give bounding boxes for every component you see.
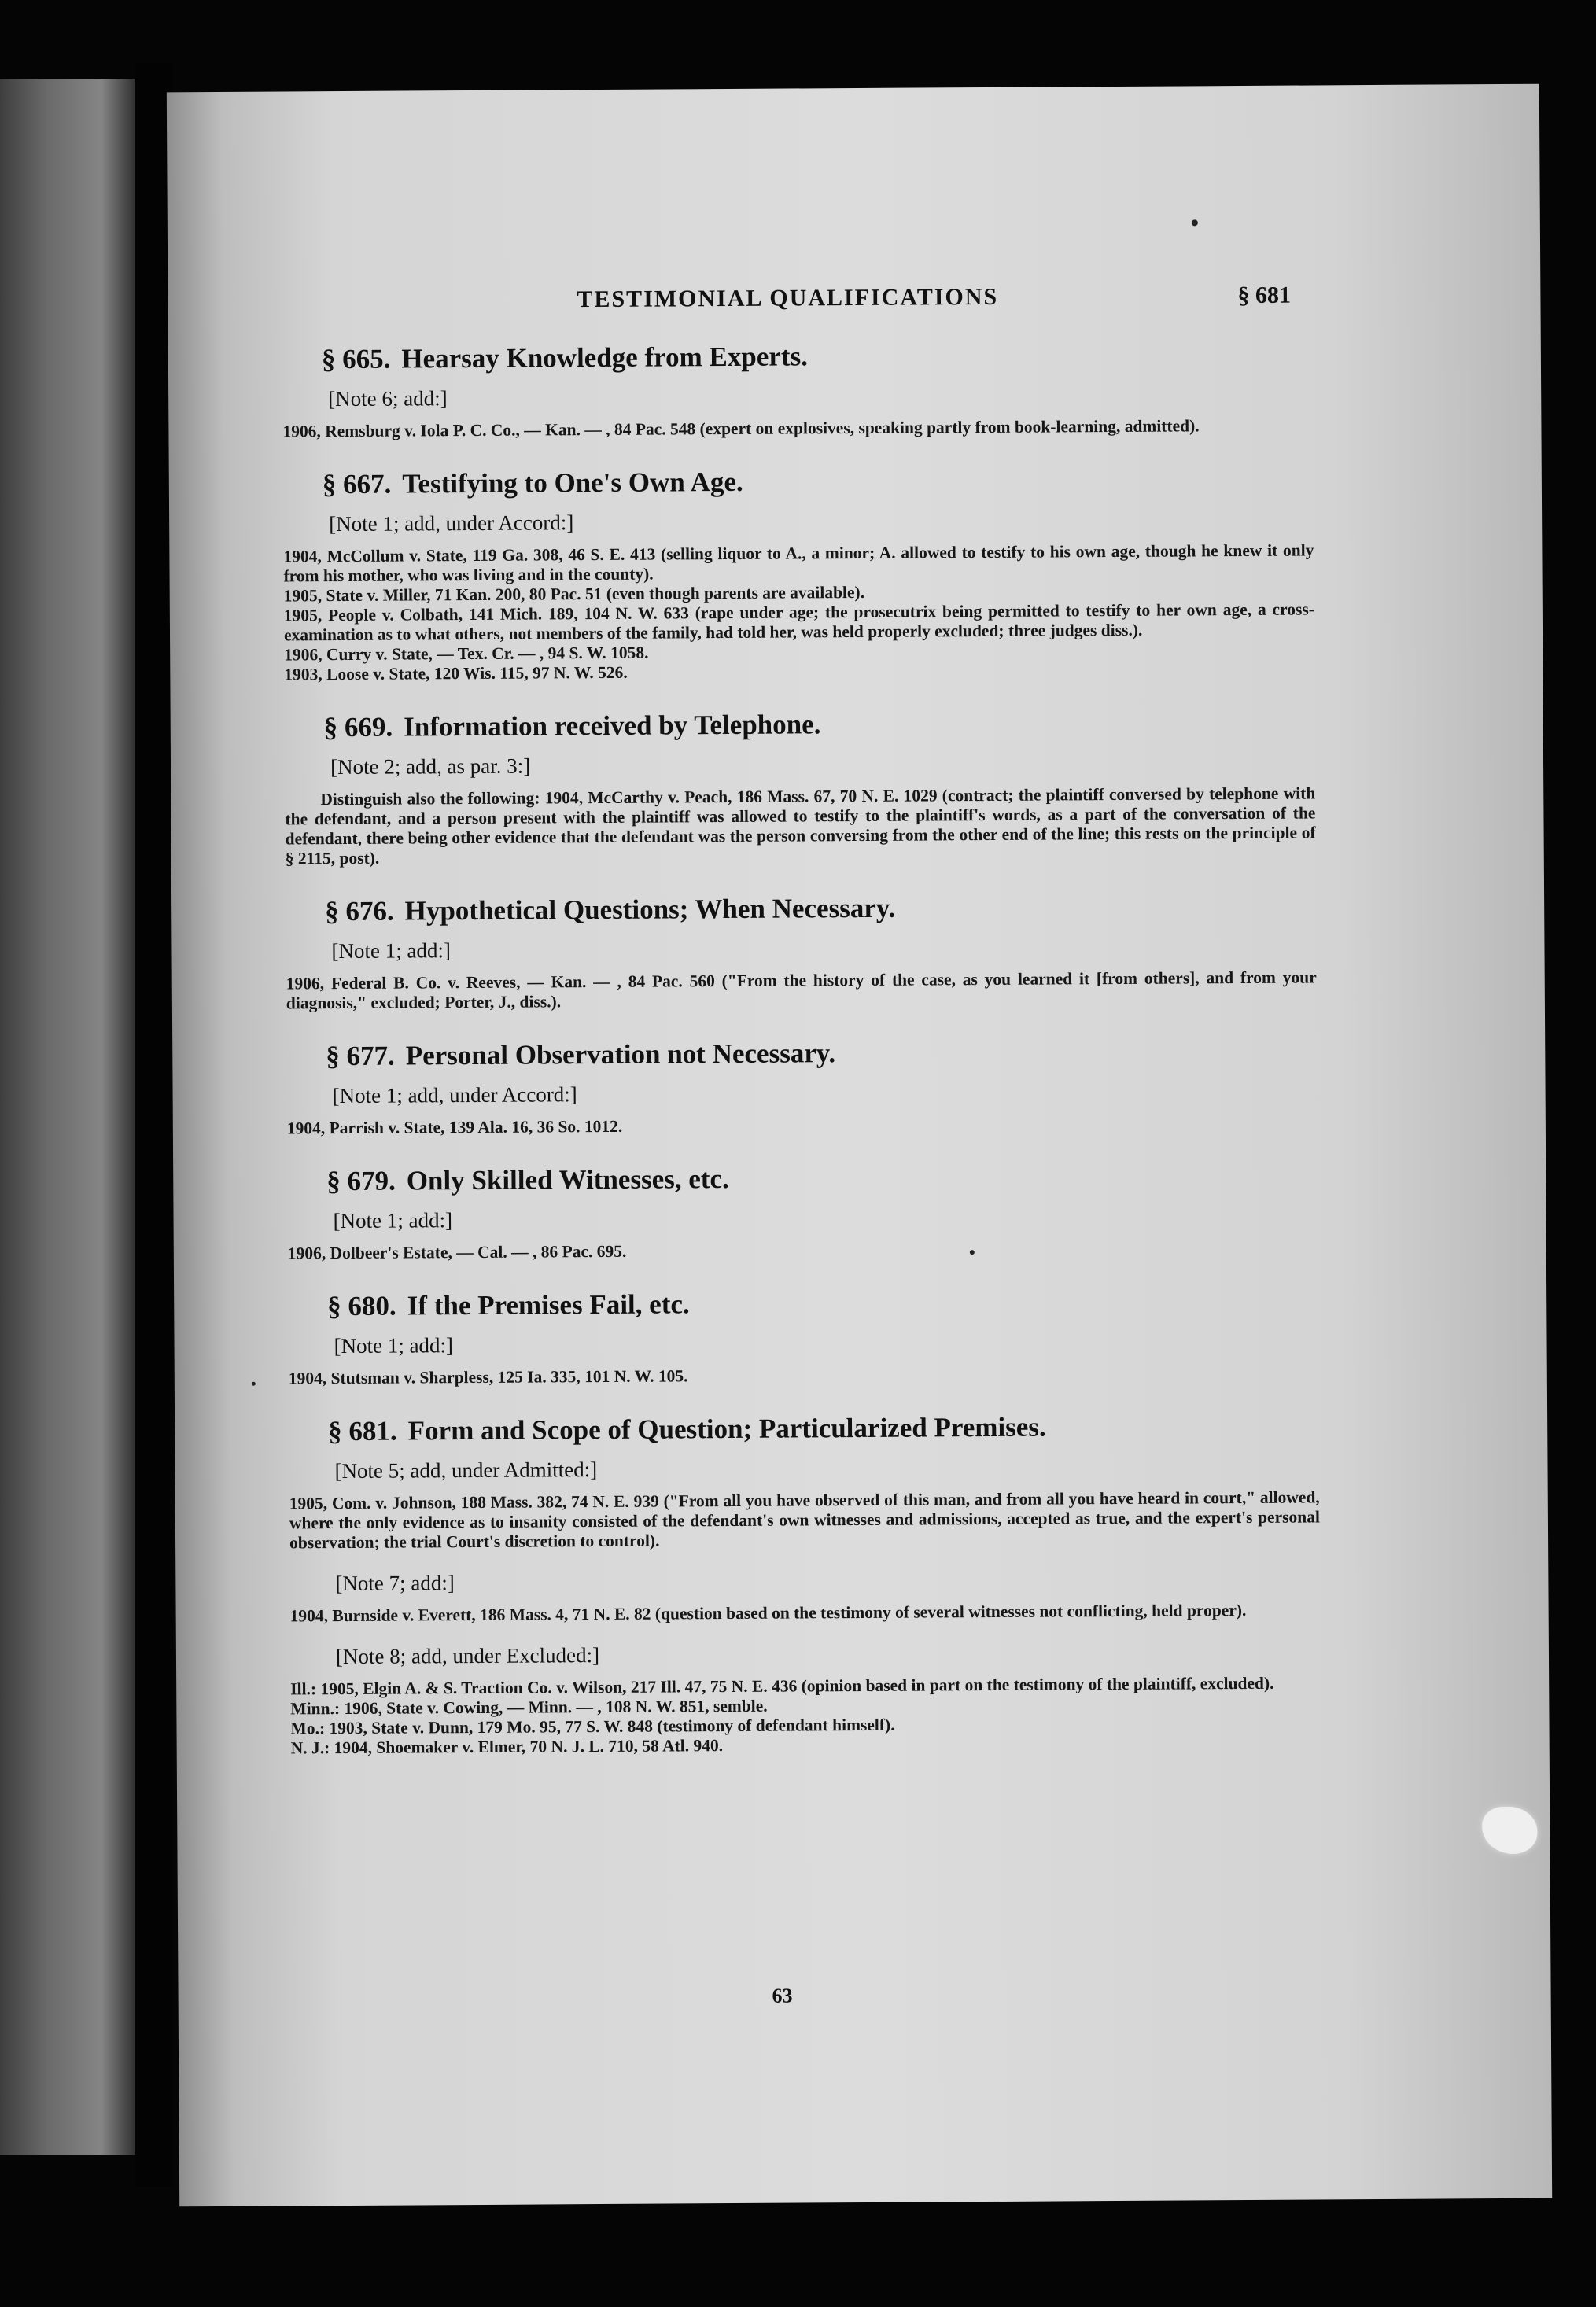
section-heading — [287, 1159, 1318, 1198]
note-label: [Note 1; add, under Accord:] — [332, 1082, 577, 1108]
section — [283, 462, 1315, 684]
section-title: If the Premises Fail, etc. — [407, 1288, 690, 1321]
section — [288, 1284, 1319, 1388]
section-marker: § 681 — [1237, 282, 1292, 309]
ink-speck — [970, 1250, 975, 1255]
section-title: Form and Scope of Question; Particularized Premises. — [407, 1411, 1046, 1446]
section-heading — [285, 705, 1315, 744]
note-label: [Note 2; add, as par. 3:] — [330, 754, 531, 779]
note-label: [Note 1; add:] — [333, 1208, 453, 1233]
section-title: Only Skilled Witnesses, etc. — [406, 1163, 729, 1196]
citation: 1904, Stutsman v. Sharpless, 125 Ia. 335, 101 N. W. 105. — [288, 1366, 688, 1388]
section — [286, 1034, 1318, 1138]
citation: 1904, Parrish v. State, 139 Ala. 16, 36 So. 1012. — [286, 1116, 623, 1138]
section-number: § 677. — [326, 1040, 395, 1072]
paper-damage — [1482, 1807, 1537, 1854]
section — [287, 1159, 1318, 1263]
section — [285, 705, 1316, 868]
citation: 1903, Loose v. State, 120 Wis. 115, 97 N. W. 526. — [284, 662, 628, 684]
section-title: Hypothetical Questions; When Necessary. — [404, 892, 896, 927]
citation: Ill.: 1905, Elgin A. & S. Traction Co. v. Wilson, 217 Ill. 47, 75 N. E. 436 (opinion based in part on the testimony of the plaintiff, excluded). — [290, 1673, 1274, 1699]
section-title: Information received by Telephone. — [404, 709, 821, 743]
running-head: TESTIMONIAL QUALIFICATIONS — [577, 283, 999, 313]
section-number: § 665. — [321, 343, 391, 375]
citation: 1905, State v. Miller, 71 Kan. 200, 80 Pac. 51 (even though parents are available). — [283, 582, 865, 606]
citation: Minn.: 1906, State v. Cowing, — Minn. — , 108 N. W. 851, semble. — [290, 1696, 768, 1719]
section — [282, 337, 1314, 441]
section-number: § 679. — [326, 1165, 396, 1197]
note-label: [Note 1; add, under Accord:] — [329, 510, 574, 536]
section-title: Hearsay Knowledge from Experts. — [401, 341, 809, 374]
note-label: [Note 6; add:] — [328, 386, 448, 411]
citation: Distinguish also the following: 1904, McCarthy v. Peach, 186 Mass. 67, 70 N. E. 1029 (contract; the plaintiff conversed by telephone with the defendant, and a person present with the plaintiff was allowed to testify to the plaintiff's words, as a part of the conversation of the defendant, there being other evidence that the defendant was the person conversing from the other end of the line; this rests on the principle of § 2115, post). — [285, 783, 1316, 868]
book-page — [167, 84, 1552, 2207]
note-label: [Note 7; add:] — [335, 1571, 455, 1596]
citation: 1906, Curry v. State, — Tex. Cr. — , 94 S. W. 1058. — [284, 643, 649, 665]
citation: 1904, McCollum v. State, 119 Ga. 308, 46 S. E. 413 (selling liquor to A., a minor; A. allowed to testify to his own age, though he knew it only from his mother, who was living and in the county). — [283, 540, 1314, 586]
section-heading — [282, 337, 1313, 376]
binding-gutter — [135, 63, 173, 2187]
section-number: § 669. — [323, 711, 393, 743]
facing-page-edge — [0, 79, 135, 2155]
citation: 1906, Dolbeer's Estate, — Cal. — , 86 Pac. 695. — [287, 1241, 627, 1263]
section-title: Testifying to One's Own Age. — [402, 466, 743, 499]
note-label: [Note 1; add:] — [334, 1333, 454, 1358]
citation: N. J.: 1904, Shoemaker v. Elmer, 70 N. J. L. 710, 58 Atl. 940. — [290, 1736, 724, 1758]
citation: 1906, Federal B. Co. v. Reeves, — Kan. — , 84 Pac. 560 ("From the history of the case, as you learned it [from others], and from your diagnosis," excluded; Porter, J., diss.). — [286, 967, 1317, 1013]
citation: 1905, People v. Colbath, 141 Mich. 189, 104 N. W. 633 (rape under age; the prosecutrix being permitted to testify to her own age, a cross-examination as to what others, not members of the family, had told her, was held properly excluded; three judges diss.). — [283, 599, 1314, 645]
note-label: [Note 8; add, under Excluded:] — [335, 1643, 600, 1669]
citation: 1905, Com. v. Johnson, 188 Mass. 382, 74 N. E. 939 ("From all you have observed of this man, and from all you have heard in court," allowed, where the only evidence as to insanity consisted of the defendant's own witnesses and admissions, accepted as true, and the expert's personal observation; the trial Court's discretion to control). — [289, 1487, 1320, 1553]
section-heading — [286, 889, 1316, 928]
section-number: § 681. — [328, 1415, 397, 1447]
section-heading — [288, 1284, 1318, 1323]
page-content — [282, 337, 1321, 1758]
ink-speck — [1192, 219, 1198, 226]
section — [286, 889, 1317, 1013]
section — [289, 1409, 1321, 1758]
citation: Mo.: 1903, State v. Dunn, 179 Mo. 95, 77 S. W. 848 (testimony of defendant himself). — [290, 1715, 895, 1738]
citation: 1904, Burnside v. Everett, 186 Mass. 4, 71 N. E. 82 (question based on the testimony of several witnesses not conflicting, held proper). — [289, 1601, 1247, 1626]
section-heading — [289, 1409, 1319, 1448]
section-heading — [286, 1034, 1317, 1073]
section-number: § 667. — [322, 468, 392, 500]
page-number: 63 — [772, 1984, 793, 2007]
section-title: Personal Observation not Necessary. — [405, 1037, 836, 1071]
note-label: [Note 1; add:] — [331, 938, 452, 964]
section-heading — [283, 462, 1314, 501]
ink-speck — [252, 1382, 256, 1386]
page-header — [168, 281, 1540, 321]
section-number: § 680. — [327, 1290, 396, 1322]
citation: 1906, Remsburg v. Iola P. C. Co., — Kan. — , 84 Pac. 548 (expert on explosives, speaking partly from book-learning, admitted). — [282, 416, 1200, 441]
note-label: [Note 5; add, under Admitted:] — [334, 1458, 598, 1483]
section-number: § 676. — [325, 895, 394, 927]
